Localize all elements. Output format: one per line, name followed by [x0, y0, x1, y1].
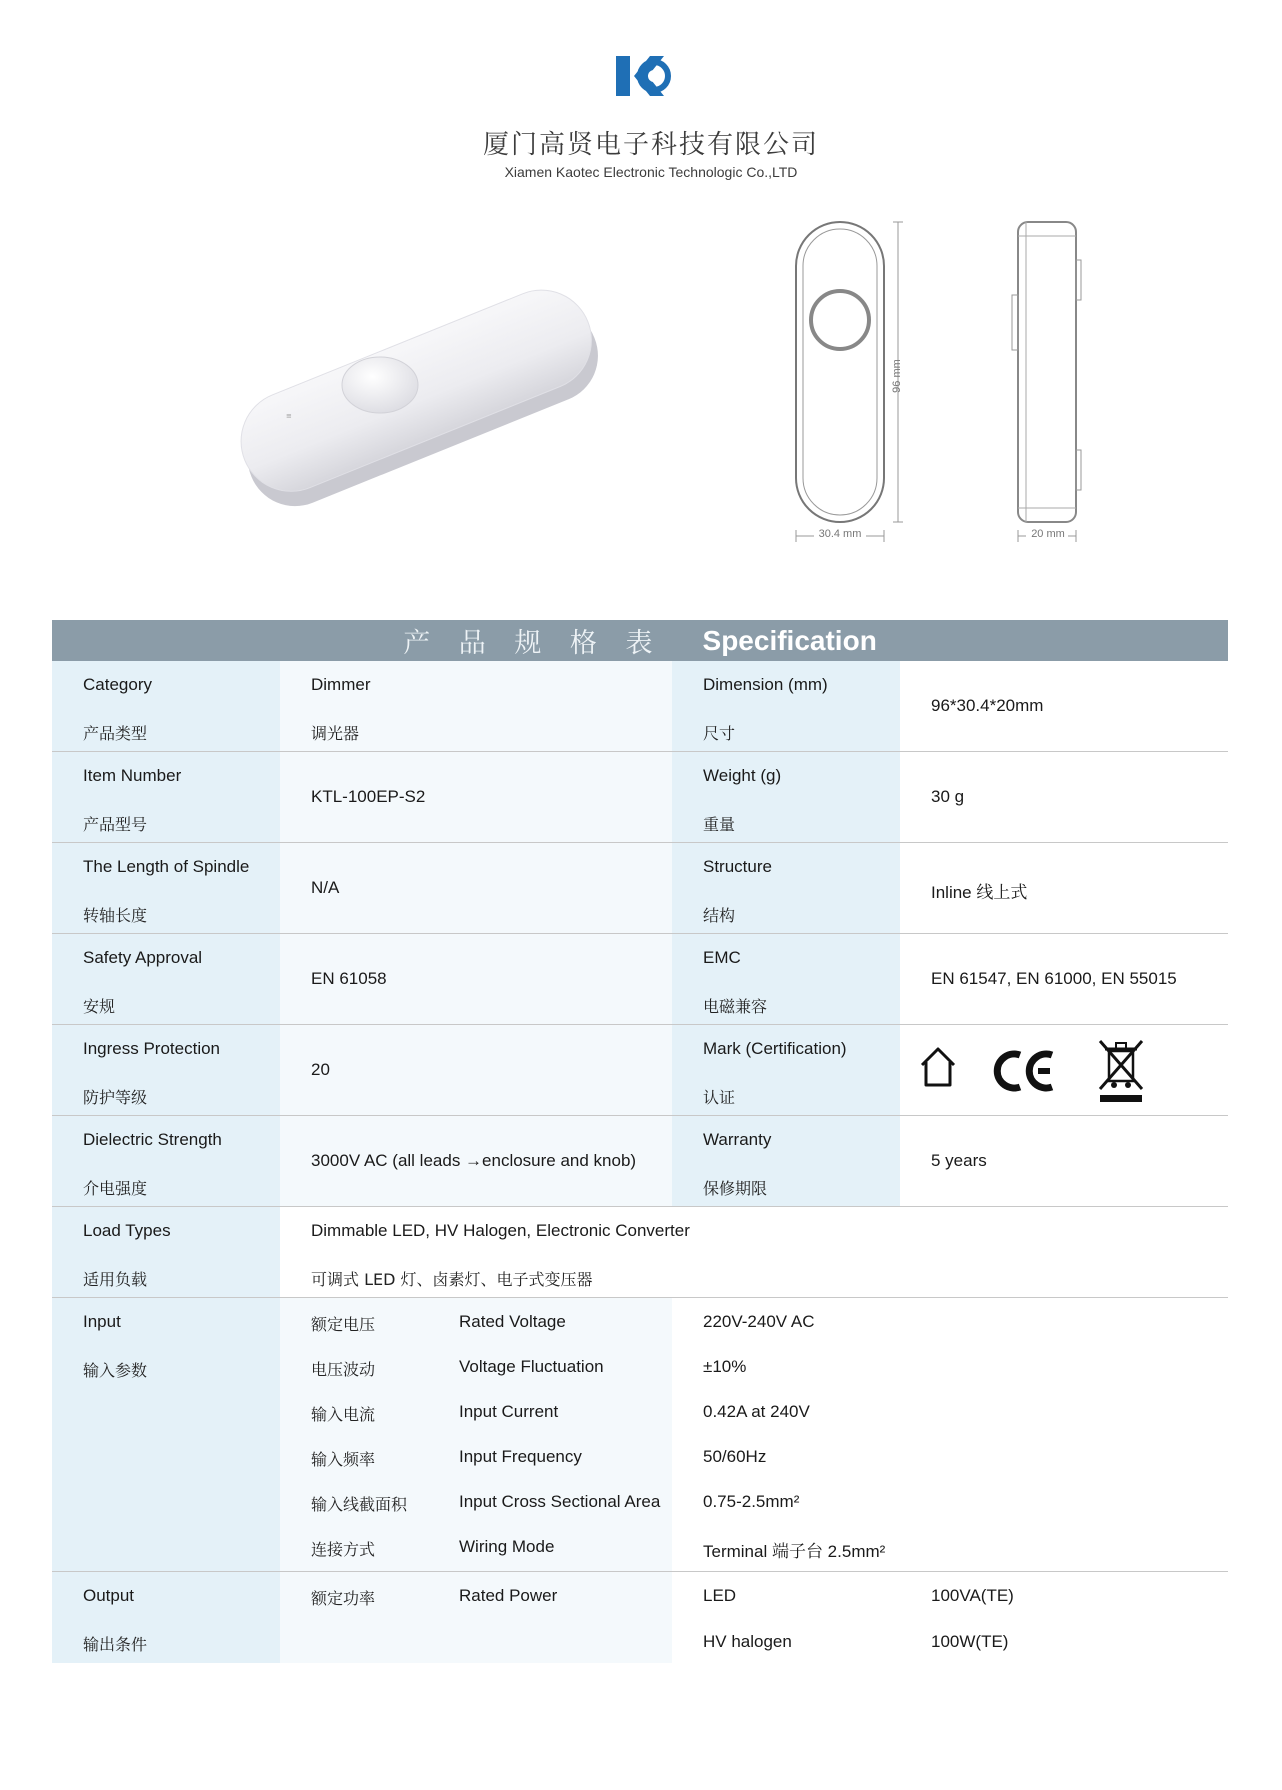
- row-label-en: Structure: [703, 857, 772, 876]
- output-param-en: Rated Power: [459, 1586, 558, 1605]
- row-label-en: Mark (Certification): [703, 1039, 847, 1058]
- row-label-cn: 输入参数: [83, 1361, 148, 1380]
- input-param-cn: 输入频率: [311, 1450, 376, 1469]
- input-param-cn: 输入线截面积: [311, 1495, 408, 1514]
- input-param-en: Input Cross Sectional Area: [459, 1492, 661, 1511]
- spec-title-en: Specification: [702, 624, 877, 656]
- spec-title-cn: 产 品 规 格 表: [403, 628, 663, 659]
- row-label-en: Ingress Protection: [83, 1039, 221, 1058]
- output-param-cn: 额定功率: [311, 1589, 376, 1608]
- row-label-en: Load Types: [83, 1221, 171, 1240]
- row-value: EN 61058: [311, 969, 387, 988]
- depth-dimension-label: 20 mm: [1031, 528, 1065, 540]
- front-view-drawing: [780, 210, 930, 550]
- certification-marks: [900, 1025, 1228, 1115]
- input-param-en: Input Current: [459, 1402, 559, 1421]
- row-value-cn: 调光器: [311, 724, 360, 743]
- row-label-cn: 认证: [703, 1088, 736, 1107]
- row-label-en: Output: [83, 1586, 135, 1605]
- input-param-cn: 连接方式: [311, 1540, 376, 1559]
- table-row: [52, 752, 1228, 843]
- row-value: 5 years: [931, 1151, 987, 1170]
- company-name-en: Xiamen Kaotec Electronic Technologic Co.,LTD: [504, 164, 798, 180]
- row-label-en: Weight (g): [703, 766, 782, 785]
- table-row-load-types: [52, 1207, 1228, 1298]
- row-label-cn: 适用负载: [83, 1270, 148, 1289]
- row-label-en: Dimension (mm): [703, 675, 828, 694]
- input-param-cn: 电压波动: [311, 1360, 376, 1379]
- page-header: [0, 0, 1282, 200]
- row-label-en: EMC: [703, 948, 741, 967]
- input-param-en: Input Frequency: [459, 1447, 582, 1466]
- input-param-en: Voltage Fluctuation: [459, 1357, 604, 1376]
- output-load-value: 100VA(TE): [931, 1586, 1014, 1605]
- row-label-cn: 产品型号: [83, 815, 148, 834]
- output-load-type: HV halogen: [703, 1632, 792, 1651]
- row-label-cn: 防护等级: [83, 1088, 148, 1107]
- house-icon: [916, 1045, 960, 1089]
- table-row-output: [52, 1572, 1228, 1663]
- row-label-cn: 电磁兼容: [703, 997, 768, 1016]
- row-label-en: Input: [83, 1312, 121, 1331]
- table-row-input: [52, 1298, 1228, 1572]
- spec-table: [52, 661, 1228, 1663]
- input-param-cn: 输入电流: [311, 1405, 376, 1424]
- input-param-en: Wiring Mode: [459, 1537, 555, 1556]
- input-param-value: 50/60Hz: [703, 1447, 767, 1466]
- side-view-drawing: [1000, 210, 1090, 550]
- row-value-cn: 可调式 LED 灯、卤素灯、电子式变压器: [311, 1270, 593, 1289]
- row-value: Inline 线上式: [931, 883, 1028, 902]
- row-label-cn: 尺寸: [703, 724, 736, 743]
- product-photo: [190, 210, 650, 550]
- input-param-value: 0.42A at 240V: [703, 1402, 810, 1421]
- svg-text:≡: ≡: [286, 412, 292, 420]
- company-name-cn: 厦门高贤电子科技有限公司: [482, 130, 819, 160]
- input-param-value: Terminal 端子台 2.5mm²: [703, 1542, 886, 1561]
- row-value: KTL-100EP-S2: [311, 787, 426, 806]
- table-row: [52, 1025, 1228, 1116]
- company-logo-icon: [614, 52, 674, 100]
- output-load-value: 100W(TE): [931, 1632, 1009, 1651]
- row-label-en: Item Number: [83, 766, 182, 785]
- row-label-cn: 转轴长度: [83, 906, 148, 925]
- row-value: N/A: [311, 878, 340, 897]
- ce-mark-icon: [992, 1049, 1058, 1093]
- table-row: [52, 934, 1228, 1025]
- input-param-value: 220V-240V AC: [703, 1312, 815, 1331]
- row-value-en: Dimmer: [311, 675, 371, 694]
- row-label-cn: 安规: [83, 997, 116, 1016]
- input-param-cn: 额定电压: [311, 1315, 376, 1334]
- table-row: [52, 843, 1228, 934]
- height-dimension-label: 96 mm: [891, 359, 903, 393]
- row-label-cn: 重量: [703, 815, 736, 834]
- input-param-value: ±10%: [703, 1357, 747, 1376]
- output-load-type: LED: [703, 1586, 737, 1605]
- row-label-en: Warranty: [703, 1130, 772, 1149]
- width-dimension-label: 30.4 mm: [818, 528, 862, 540]
- spec-title-bar: [52, 620, 1228, 661]
- row-label-cn: 产品类型: [83, 724, 148, 743]
- row-label-en: Safety Approval: [83, 948, 203, 967]
- row-label-cn: 介电强度: [83, 1179, 148, 1198]
- row-value: 30 g: [931, 787, 965, 806]
- weee-bin-icon: [1096, 1037, 1146, 1103]
- row-value: 96*30.4*20mm: [931, 696, 1044, 715]
- row-value: 3000V AC (all leads →enclosure and knob): [311, 1151, 637, 1170]
- row-label-cn: 输出条件: [83, 1635, 148, 1654]
- row-label-en: The Length of Spindle: [83, 857, 250, 876]
- row-value-en: Dimmable LED, HV Halogen, Electronic Converter: [311, 1221, 690, 1240]
- row-label-cn: 保修期限: [703, 1179, 768, 1198]
- input-param-en: Rated Voltage: [459, 1312, 566, 1331]
- row-value: EN 61547, EN 61000, EN 55015: [931, 969, 1177, 988]
- row-label-en: Category: [83, 675, 152, 694]
- row-value: 20: [311, 1060, 330, 1079]
- row-label-en: Dielectric Strength: [83, 1130, 222, 1149]
- table-row: [52, 661, 1228, 752]
- table-row: [52, 1116, 1228, 1207]
- row-label-cn: 结构: [703, 906, 736, 925]
- input-param-value: 0.75-2.5mm²: [703, 1492, 800, 1511]
